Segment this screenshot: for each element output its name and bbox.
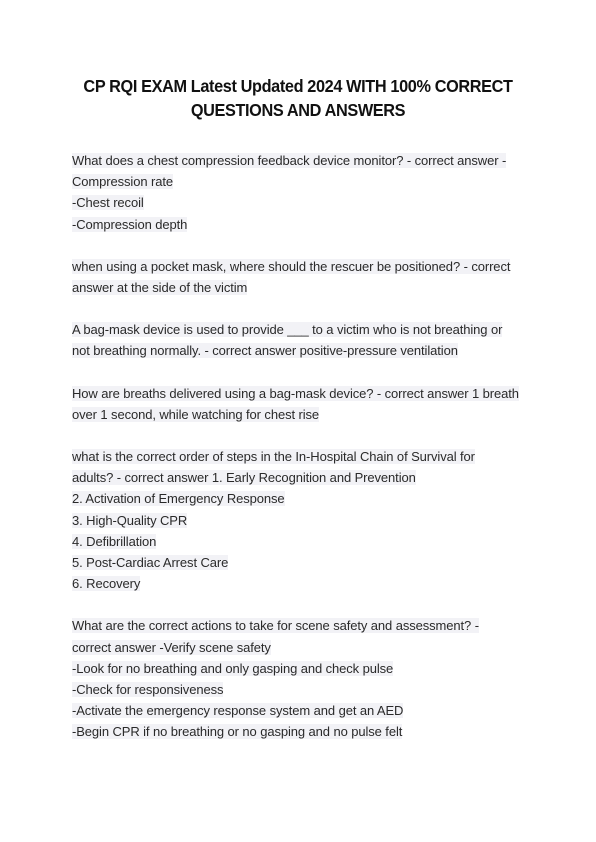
question-text: answer at the side of the victim: [72, 280, 248, 296]
qa-item: [72, 256, 542, 298]
question-text: What does a chest compression feedback device monitor? - correct answer -: [72, 153, 507, 168]
answer-text: -Compression depth: [72, 216, 188, 232]
answer-text: 5. Post-Cardiac Arrest Care: [72, 555, 229, 571]
question-text: How are breaths delivered using a bag-mask device? - correct answer 1 breath: [72, 385, 519, 401]
qa-item: [72, 150, 542, 235]
answer-text: 2. Activation of Emergency Response: [72, 491, 285, 507]
question-text: What are the correct actions to take for scene safety and assessment? -: [72, 618, 479, 634]
question-text: A bag-mask device is used to provide ___ to a victim who is not breathing or: [72, 322, 503, 338]
answer-text: 6. Recovery: [72, 576, 141, 592]
document-title: [58, 74, 538, 122]
answer-text: 3. High-Quality CPR: [72, 512, 188, 528]
qa-item: [72, 446, 542, 594]
qa-item: [72, 383, 542, 425]
answer-text: -Chest recoil: [72, 195, 144, 211]
answer-text: -Activate the emergency response system and get an AED: [72, 703, 404, 719]
qa-item: [72, 319, 542, 361]
question-text: not breathing normally. - correct answer positive-pressure ventilation: [72, 343, 458, 359]
title-line: QUESTIONS AND ANSWERS: [190, 100, 406, 120]
answer-text: -Begin CPR if no breathing or no gasping and no pulse felt: [72, 724, 403, 740]
answer-text: -Check for responsiveness: [72, 682, 224, 698]
question-text: over 1 second, while watching for chest rise: [72, 406, 320, 422]
question-text: when using a pocket mask, where should the rescuer be positioned? - correct: [72, 258, 511, 274]
question-text: adults? - correct answer 1. Early Recognition and Prevention: [72, 470, 416, 486]
answer-text: 4. Defibrillation: [72, 533, 157, 549]
question-text: correct answer -Verify scene safety: [72, 639, 271, 655]
qa-item: [72, 615, 542, 742]
qa-list: [72, 150, 542, 764]
answer-text: -Look for no breathing and only gasping and check pulse: [72, 660, 394, 676]
question-text: what is the correct order of steps in the In-Hospital Chain of Survival for: [72, 449, 475, 465]
title-line: CP RQI EXAM Latest Updated 2024 WITH 100% CORRECT: [83, 76, 513, 96]
answer-text: Compression rate: [72, 174, 173, 190]
